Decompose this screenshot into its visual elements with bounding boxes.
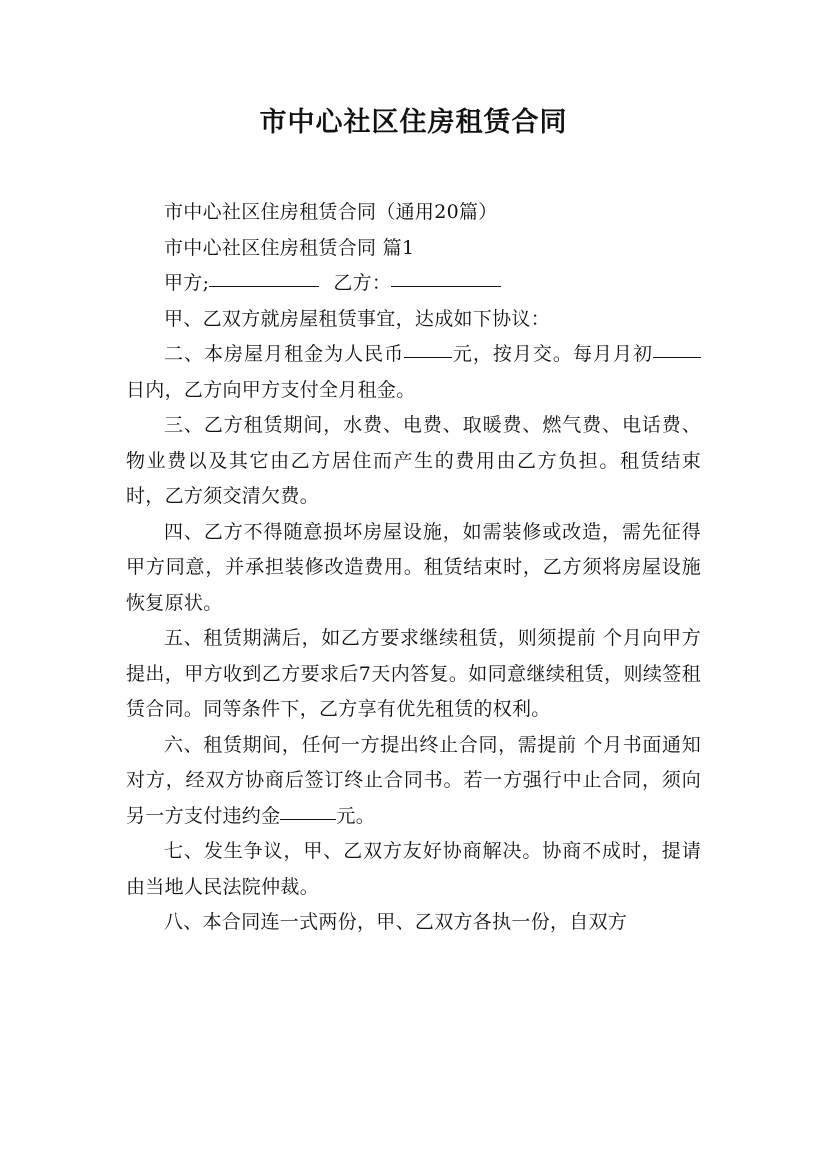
penalty-blank	[280, 799, 336, 820]
document-title: 市中心社区住房租赁合同	[259, 107, 568, 138]
party-b-label: 乙方：	[333, 272, 392, 294]
document-subtitle: 市中心社区住房租赁合同（通用20篇）	[164, 201, 498, 223]
party-b-blank	[391, 266, 501, 287]
intro-paragraph: 甲、乙双方就房屋租赁事宜，达成如下协议：	[164, 307, 551, 330]
document-body	[126, 195, 701, 941]
rent-amount-blank	[404, 337, 452, 358]
party-a-blank	[209, 266, 319, 287]
clause-7: 七、发生争议，甲、乙双方友好协商解决。协商不成时，提请由当地人民法院仲裁。	[126, 840, 701, 898]
clause-6-text-2: 元。	[336, 804, 376, 827]
clause-2-text-3: 日内，乙方向甲方支付全月租金。	[126, 378, 416, 401]
section-heading: 市中心社区住房租赁合同 篇1	[164, 236, 415, 259]
payment-day-blank	[653, 337, 701, 358]
clause-3: 三、乙方租赁期间，水费、电费、取暖费、燃气费、电话费、物业费以及其它由乙方居住而产生的费用由乙方负担。租赁结束时，乙方须交清欠费。	[126, 414, 701, 507]
clause-4: 四、乙方不得随意损坏房屋设施，如需装修或改造，需先征得甲方同意，并承担装修改造费用。租赁结束时，乙方须将房屋设施恢复原状。	[126, 520, 701, 614]
clause-2-text-1: 二、本房屋月租金为人民币	[164, 343, 405, 365]
clause-2-text-2: 元，按月交。每月月初	[452, 343, 653, 365]
clause-2	[126, 337, 701, 408]
clause-8: 八、本合同连一式两份，甲、乙双方各执一份，自双方	[164, 911, 628, 933]
parties-line	[126, 266, 701, 302]
clause-6-text-1: 六、租赁期间，任何一方提出终止合同，需提前 个月书面通知对方，经双方协商后签订终止合同书。若一方强行中止合同，须向另一方支付违约金	[126, 733, 701, 827]
clause-6	[126, 728, 701, 835]
clause-5: 五、租赁期满后，如乙方要求继续租赁，则须提前 个月向甲方提出，甲方收到乙方要求后7天内答复。如同意继续租赁，则续签租赁合同。同等条件下，乙方享有优先租赁的权利。	[126, 627, 701, 720]
party-a-label: 甲方;	[164, 272, 210, 294]
